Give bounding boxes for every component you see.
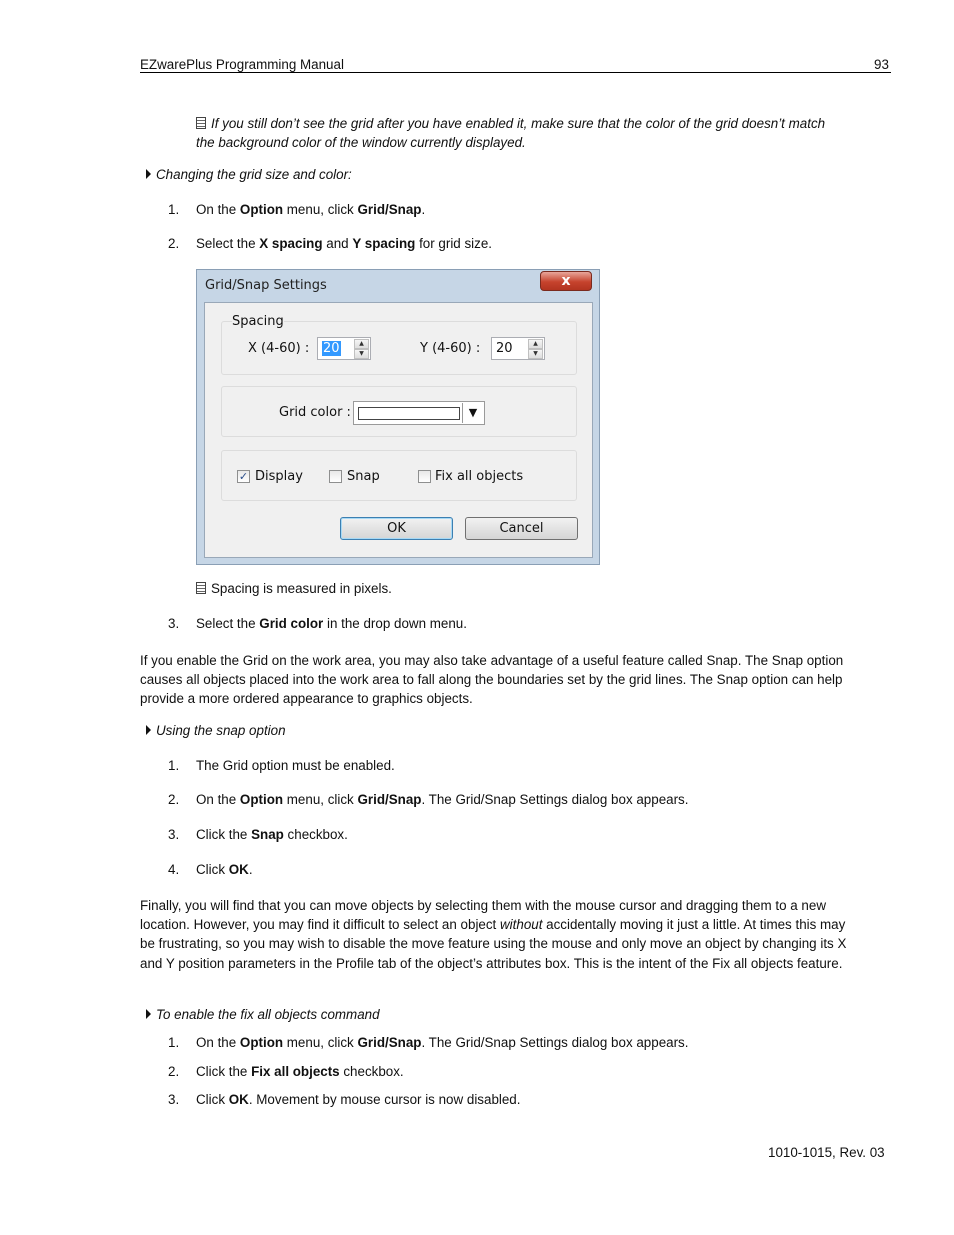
step-text: Select the Grid color in the drop down menu.	[196, 616, 467, 631]
section-heading-snap-option: Using the snap option	[146, 723, 286, 738]
section-heading-fix-all-objects: To enable the fix all objects command	[146, 1007, 380, 1022]
step-text: On the Option menu, click Grid/Snap. The Grid/Snap Settings dialog box appears.	[196, 792, 689, 807]
fix-all-objects-label: Fix all objects	[435, 469, 524, 484]
section-heading-grid-size: Changing the grid size and color:	[146, 167, 352, 182]
options-group	[221, 450, 577, 501]
step-number: 3.	[168, 616, 180, 631]
y-spacing-value: 20	[496, 341, 513, 356]
step-text: Click OK. Movement by mouse cursor is now disabled.	[196, 1092, 521, 1107]
document-revision: 1010-1015, Rev. 03	[768, 1145, 885, 1160]
triangle-bullet-icon	[146, 1009, 151, 1019]
triangle-bullet-icon	[146, 725, 151, 735]
snap-intro-paragraph: If you enable the Grid on the work area, you may also take advantage of a useful feature called Snap. The Snap option causes all objects placed into the work area to fall along the boundaries set by the grid lines. The Snap option can help provide a more ordered appearance to graphics objects.	[140, 653, 844, 707]
step-number: 2.	[168, 792, 180, 807]
x-spacing-input[interactable]	[317, 337, 371, 360]
step-text: Select the X spacing and Y spacing for grid size.	[196, 236, 493, 251]
fix-objects-intro-paragraph: Finally, you will find that you can move objects by selecting them with the mouse cursor and dragging them to a new location. However, you may find it difficult to select an object without accidentally moving it just a little. At times this may be frustrating, so you may wish to disable the move feature using the mouse and only move an object by changing its X and Y position parameters in the Profile tab of the object’s attributes box. This is the intent of the Fix all objects feature.	[140, 898, 847, 971]
step-text: On the Option menu, click Grid/Snap.	[196, 202, 426, 217]
grid-color-label: Grid color :	[279, 405, 351, 420]
spacing-group	[221, 314, 577, 375]
fix-all-objects-checkbox[interactable]	[418, 470, 431, 483]
note-grid-visibility: If you still don’t see the grid after you have enabled it, make sure that the color of the grid doesn’t match the background color of the window currently displayed.	[196, 116, 826, 151]
dialog-title: Grid/Snap Settings	[205, 278, 327, 293]
step-number: 2.	[168, 1064, 180, 1079]
step-number: 1.	[168, 758, 180, 773]
x-spacing-value: 20	[323, 341, 340, 356]
close-button[interactable]: x	[540, 271, 592, 291]
note-icon	[196, 582, 206, 594]
y-spacing-label: Y (4-60) :	[420, 341, 481, 356]
spacing-group-label: Spacing	[232, 314, 284, 329]
step-text: Click OK.	[196, 862, 253, 877]
triangle-bullet-icon	[146, 169, 151, 179]
step-number: 4.	[168, 862, 180, 877]
grid-color-swatch	[358, 407, 460, 420]
note-icon	[196, 117, 206, 129]
x-spacing-label: X (4-60) :	[248, 341, 310, 356]
dialog-body	[204, 302, 593, 558]
spin-down-icon[interactable]: ▼	[528, 349, 543, 359]
step-text: Click the Fix all objects checkbox.	[196, 1064, 404, 1079]
header-rule	[140, 72, 891, 73]
running-header-title: EZwarePlus Programming Manual	[140, 57, 344, 72]
step-number: 3.	[168, 827, 180, 842]
ok-button[interactable]: OK	[340, 517, 453, 540]
step-text: On the Option menu, click Grid/Snap. The Grid/Snap Settings dialog box appears.	[196, 1035, 689, 1050]
spin-down-icon[interactable]: ▼	[354, 349, 369, 359]
grid-color-dropdown[interactable]	[353, 401, 485, 425]
step-number: 1.	[168, 1035, 180, 1050]
dropdown-arrow-icon[interactable]: ▼	[462, 403, 483, 423]
display-checkbox[interactable]: ✓	[238, 470, 249, 483]
step-text: The Grid option must be enabled.	[196, 758, 395, 773]
step-number: 1.	[168, 202, 180, 217]
step-text: Click the Snap checkbox.	[196, 827, 348, 842]
snap-checkbox[interactable]	[329, 470, 342, 483]
cancel-button[interactable]: Cancel	[465, 517, 578, 540]
step-number: 3.	[168, 1092, 180, 1107]
step-number: 2.	[168, 236, 180, 251]
note-spacing-pixels: Spacing is measured in pixels.	[196, 581, 392, 596]
spin-up-icon[interactable]: ▲	[354, 339, 369, 349]
snap-label: Snap	[347, 469, 380, 484]
grid-snap-settings-dialog	[196, 269, 600, 565]
page-number: 93	[874, 57, 889, 72]
display-label: Display	[255, 469, 303, 484]
spin-up-icon[interactable]: ▲	[528, 339, 543, 349]
y-spacing-input[interactable]	[491, 337, 545, 360]
grid-color-group	[221, 386, 577, 437]
